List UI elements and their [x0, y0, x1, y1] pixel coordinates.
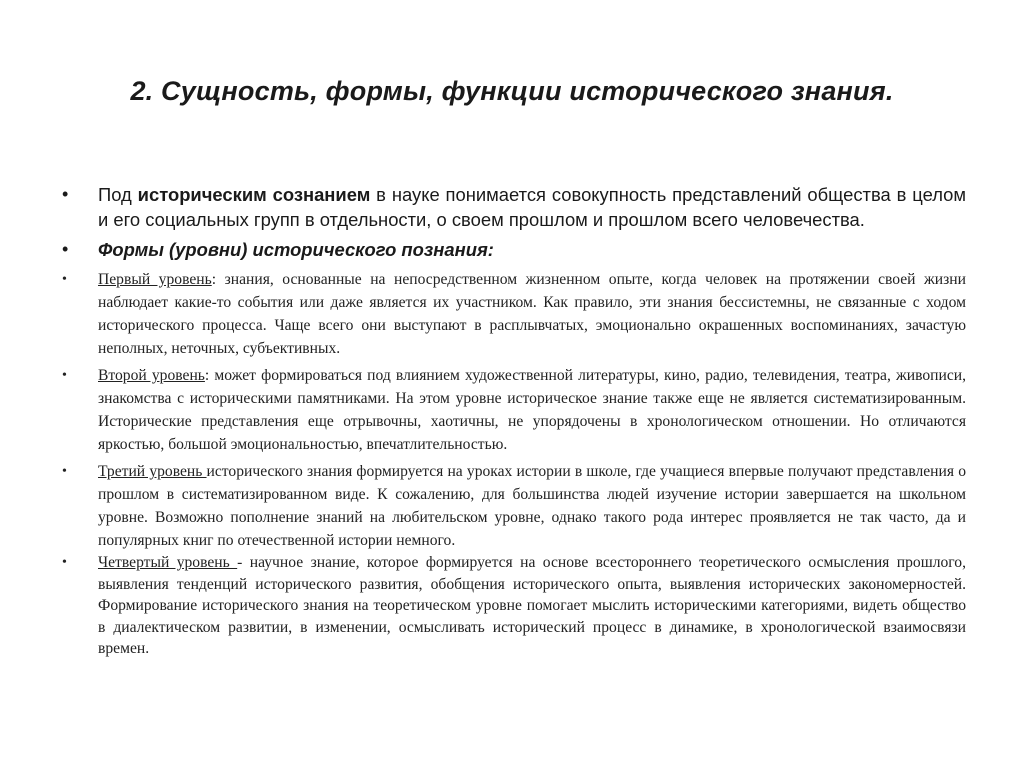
- bullet-level-2: [62, 364, 966, 456]
- content-body: [62, 182, 966, 660]
- bullet-level-3: [62, 460, 966, 552]
- item-text-pre: Под: [98, 184, 138, 205]
- forms-heading: Формы (уровни) исторического познания:: [98, 239, 494, 260]
- bullet-marker: •: [62, 555, 67, 570]
- level-2-text: : может формироваться под влиянием художественной литературы, кино, радио, телевидения, театра, живописи, знакомства с историческими памятниками. На этом уровне историческое знание также еще не является систематизированным. Исторические представления еще отрывочны, хаотичны, не упорядочены в хронологическом отношении. Но отличаются яркостью, большой эмоциональностью, впечатлительностью.: [98, 367, 966, 453]
- level-4-text: - научное знание, которое формируется на основе всестороннего теоретического осмысления прошлого, выявления тенденций исторического развития, обобщения исторического опыта, выявления исторических закономерностей. Формирование исторического знания на теоретическом уровне помогает мыслить историческими категориями, видеть общество в диалектическом развитии, в изменении, осмысливать исторический процесс в динамике, в хронологической взаимосвязи времен.: [98, 554, 966, 657]
- term-historical-consciousness: историческим сознанием: [137, 184, 371, 205]
- bullet-historical-consciousness: [62, 182, 966, 232]
- level-4-label: Четвертый уровень: [98, 554, 238, 571]
- item-text-post: в науке понимается совокупность представлений общества в целом и его социальных групп в отдельности, о своем прошлом и прошлом всего человечества.: [98, 184, 967, 230]
- level-1-text: : знания, основанные на непосредственном жизненном опыте, когда человек на протяжении своей жизни наблюдает какие-то события или даже является их участником. Как правило, эти знания бессистемны, не связанные с ходом исторического процесса. Чаще всего они выступают в расплывчатых, эмоционально окрашенных воспоминаниях, зачастую неполных, неточных, субъективных.: [98, 271, 966, 357]
- bullet-marker: •: [62, 464, 67, 479]
- bullet-marker: •: [62, 184, 69, 204]
- bullet-marker: •: [62, 272, 67, 287]
- bullet-marker: •: [62, 239, 69, 259]
- bullet-level-4: [62, 552, 966, 660]
- level-1-label: Первый уровень: [98, 271, 212, 288]
- level-2-label: Второй уровень: [98, 367, 205, 384]
- slide-title: 2. Сущность, формы, функции исторического знания.: [130, 76, 894, 106]
- level-3-label: Третий уровень: [98, 463, 207, 480]
- level-3-text: исторического знания формируется на уроках истории в школе, где учащиеся впервые получают представления о прошлом в систематизированном виде. К сожалению, для большинства людей изучение истории завершается на школьном уровне. Возможно пополнение знаний на любительском уровне, однако такого рода интерес проявляется не так часто, да и популярных книг по отечественной истории немного.: [98, 463, 966, 549]
- bullet-level-1: [62, 268, 966, 360]
- bullet-marker: •: [62, 368, 67, 383]
- bullet-forms-heading: [62, 237, 966, 262]
